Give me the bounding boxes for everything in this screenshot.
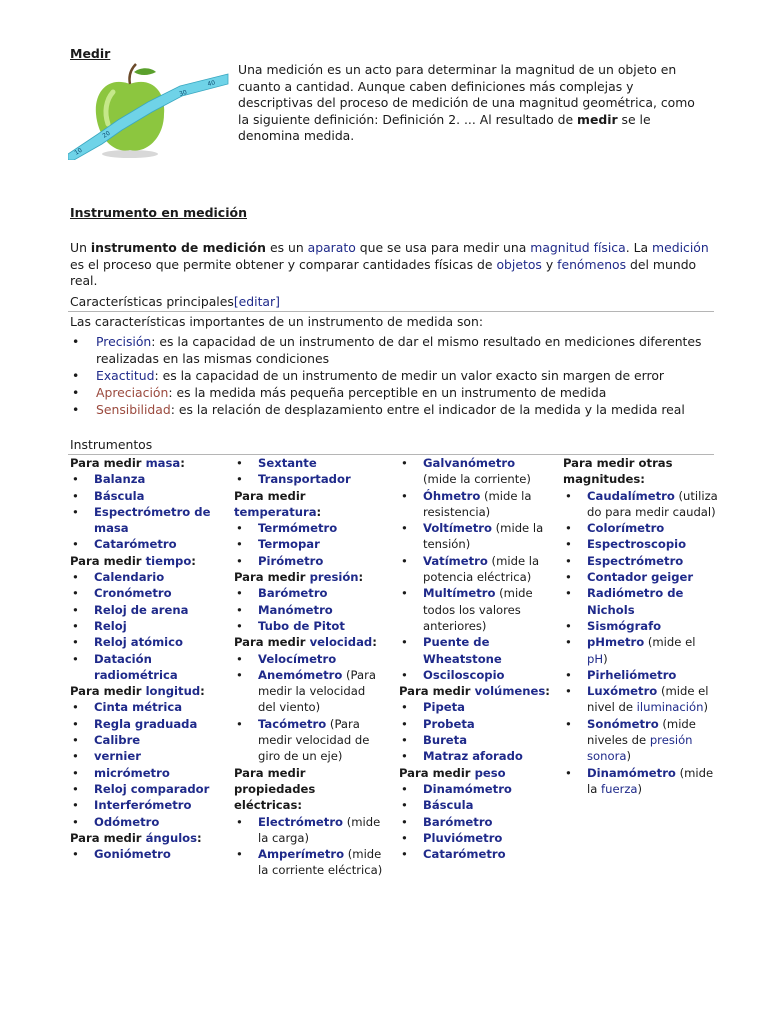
item-note: (mide la resistencia) <box>423 488 532 519</box>
note-text: (mide niveles de <box>587 716 696 748</box>
item-label: Electrómetro <box>258 814 344 829</box>
item-note: (mide la potencia eléctrica) <box>423 553 540 585</box>
caracteristicas-heading <box>70 294 280 311</box>
feature-desc: : es la medida más pequeña perceptible en un instrumento de medida <box>168 385 607 400</box>
column-4 <box>563 455 718 797</box>
column-3 <box>399 455 551 862</box>
text-rest1: es el proceso que permite obtener y comparar cantidades físicas de <box>70 256 497 272</box>
feature-desc: : es la capacidad de un instrumento de medir un valor exacto sin margen de error <box>154 368 665 383</box>
item-note: (Para medir velocidad de giro de un eje) <box>258 716 370 764</box>
link-presion[interactable]: presión <box>309 570 359 585</box>
item-label: Óhmetro <box>423 488 481 503</box>
list-item-termometro[interactable]: • Termómetro <box>234 520 386 536</box>
note-text: ) <box>626 749 631 764</box>
column-2 <box>234 455 386 879</box>
list-item-balanza[interactable]: • Balanza <box>70 471 230 487</box>
group-peso <box>399 765 551 781</box>
tape-number-30: 30 <box>178 88 188 98</box>
list-item-osciloscopio[interactable]: • Osciloscopio <box>399 667 551 683</box>
item-note: (mide la corriente) <box>423 472 531 487</box>
group-prefix: Para medir <box>234 488 306 503</box>
list-item-matraz[interactable]: • Matraz aforado <box>399 748 551 764</box>
list-item-interferometro[interactable]: • Interferómetro <box>70 797 230 813</box>
list-item-sextante[interactable]: • Sextante <box>234 455 386 471</box>
link-angulos[interactable]: ángulos <box>145 830 198 845</box>
group-suffix: : <box>200 684 205 699</box>
group-otras-magnitudes: Para medir otras magnitudes: <box>563 456 673 487</box>
item-label: Vatímetro <box>423 553 488 568</box>
edit-link[interactable]: [editar] <box>233 294 280 309</box>
link-apreciacion[interactable]: Apreciación <box>96 385 169 400</box>
list-item-calibre[interactable]: • Calibre <box>70 732 230 748</box>
medir-text-a: Una medición es un acto para determinar la magnitud de un objeto en cuanto a cantidad. Aunque caben definiciones más complejas y descriptivas del proceso de medición de una magnitud geométrica, como la siguiente definición: Definición 2. ... Al resultado de <box>238 62 695 127</box>
list-item-colorimetro[interactable]: • Colorímetro <box>563 520 718 536</box>
group-presion <box>234 569 386 585</box>
group-suffix: : <box>191 553 196 568</box>
list-item-sismografo[interactable]: • Sismógrafo <box>563 618 718 634</box>
list-item-radiometro-nichols[interactable]: • Radiómetro de Nichols <box>563 585 718 618</box>
link-medicion[interactable]: medición <box>652 240 709 255</box>
group-prefix: Para medir <box>234 635 310 650</box>
feature-item <box>70 367 720 384</box>
text-instrumento-bold: instrumento de medición <box>90 240 267 255</box>
list-item-amperimetro[interactable] <box>234 846 386 879</box>
list-item-electrometro[interactable] <box>234 814 386 847</box>
list-item-calendario[interactable]: • Calendario <box>70 569 230 585</box>
group-suffix: : <box>197 830 202 845</box>
link-sensibilidad[interactable]: Sensibilidad <box>96 402 171 417</box>
group-prefix: Para medir <box>399 684 475 699</box>
list-item-contador-geiger[interactable]: • Contador geiger <box>563 569 718 585</box>
link-ph[interactable]: pH <box>587 651 604 666</box>
section-title-medir: Medir <box>70 46 111 61</box>
list-item-manometro[interactable]: • Manómetro <box>234 602 386 618</box>
note-text: ) <box>703 700 708 715</box>
item-label: Galvanómetro <box>423 456 516 470</box>
text-rest2: del mundo real. <box>70 256 697 288</box>
list-item-cinta-metrica[interactable]: • Cinta métrica <box>70 699 230 715</box>
group-longitud <box>70 683 230 699</box>
list-item-reloj-comparador[interactable]: • Reloj comparador <box>70 781 230 797</box>
group-prefix: Para medir <box>70 684 146 699</box>
link-presion-sonora[interactable]: presión sonora <box>587 733 693 764</box>
item-label: Voltímetro <box>423 521 492 536</box>
list-item-ohmetro[interactable] <box>399 488 551 521</box>
item-note: (mide la tensión) <box>423 521 544 552</box>
feature-desc: : es la capacidad de un instrumento de dar el mismo resultado en mediciones diferentes realizadas en las mismas condiciones <box>96 334 702 366</box>
list-item-odometro[interactable]: • Odómetro <box>70 814 230 830</box>
caracteristicas-intro: Las características importantes de un instrumento de medida son: <box>70 314 484 329</box>
list-item-goniometro[interactable]: • Goniómetro <box>70 846 230 862</box>
link-aparato[interactable]: aparato <box>307 240 356 255</box>
list-item-anemometro[interactable] <box>234 667 386 716</box>
instrumentos-title: Instrumentos <box>70 437 153 452</box>
list-item-vernier[interactable]: • vernier <box>70 748 230 764</box>
instrumento-paragraph <box>70 240 720 290</box>
feature-item <box>70 401 720 418</box>
list-item-tubo-pitot[interactable]: • Tubo de Pitot <box>234 618 386 634</box>
medir-paragraph <box>238 62 708 145</box>
list-item-cronometro[interactable]: • Cronómetro <box>70 585 230 601</box>
link-temperatura[interactable]: temperatura <box>234 504 317 519</box>
group-electricas: Para medir propiedades eléctricas: <box>234 765 316 813</box>
list-item-bascula-2[interactable]: • Báscula <box>399 797 551 813</box>
link-magnitud-fisica[interactable]: magnitud física <box>530 240 626 255</box>
link-objetos[interactable]: objetos <box>496 256 542 272</box>
group-prefix: Para medir <box>70 553 146 568</box>
group-volumenes <box>399 683 551 699</box>
list-item-micrometro[interactable]: • micrómetro <box>70 765 230 781</box>
link-longitud[interactable]: longitud <box>145 684 201 699</box>
list-item-datacion[interactable]: • Datación radiométrica <box>70 651 230 684</box>
note-text: (mide el <box>644 635 696 650</box>
tape-number-10: 10 <box>73 146 84 157</box>
list-item-velocimetro[interactable]: • Velocímetro <box>234 651 386 667</box>
link-volumenes[interactable]: volúmenes <box>474 684 546 699</box>
item-note: (mide la carga) <box>258 814 381 845</box>
note-text: ) <box>637 781 643 796</box>
note-text: (mide la <box>587 765 714 796</box>
column-1 <box>70 455 230 862</box>
link-velocidad[interactable]: velocidad <box>309 635 373 650</box>
item-label: Amperímetro <box>258 847 345 862</box>
group-suffix: : <box>316 504 322 519</box>
group-suffix: : <box>358 570 364 585</box>
feature-item <box>70 333 720 367</box>
group-velocidad <box>234 634 386 650</box>
item-label: pHmetro <box>587 635 645 650</box>
group-masa <box>70 455 230 471</box>
link-iluminacion[interactable]: iluminación <box>636 700 704 715</box>
item-label: Luxómetro <box>587 684 658 699</box>
list-item-vatimetro[interactable] <box>399 553 551 586</box>
text-un: Un <box>70 240 91 255</box>
list-item-bascula[interactable]: • Báscula <box>70 488 230 504</box>
group-temperatura <box>234 488 386 521</box>
item-note: (mide todos los valores anteriores) <box>423 586 533 633</box>
note-text: ) <box>603 651 608 666</box>
group-tiempo <box>70 553 230 569</box>
list-item-dinamometro-2[interactable] <box>563 765 718 798</box>
group-suffix: : <box>545 684 550 699</box>
item-note: (Para medir la velocidad del viento) <box>258 667 376 715</box>
list-item-probeta[interactable]: • Probeta <box>399 716 551 732</box>
text-es: es un <box>266 240 308 255</box>
list-item-pipeta[interactable]: • Pipeta <box>399 699 551 715</box>
list-item-bureta[interactable]: • Bureta <box>399 732 551 748</box>
list-item-tacometro[interactable] <box>234 716 386 765</box>
item-label: Caudalímetro <box>587 488 675 503</box>
list-item-espectroscopio[interactable]: • Espectroscopio <box>563 536 718 552</box>
group-angulos <box>70 830 230 846</box>
link-exactitud[interactable]: Exactitud <box>96 368 155 383</box>
item-note: (utiliza do para medir caudal) <box>587 488 718 519</box>
link-masa[interactable]: masa <box>145 456 181 470</box>
tape-number-40: 40 <box>206 79 216 88</box>
list-item-barometro[interactable]: • Barómetro <box>234 585 386 601</box>
list-item-pirheliometro[interactable]: • Pirheliómetro <box>563 667 718 683</box>
group-prefix: Para medir <box>70 830 146 845</box>
caracteristicas-title: Características principales <box>70 294 234 309</box>
list-item-reloj-atomico[interactable]: • Reloj atómico <box>70 634 230 650</box>
group-suffix: : <box>372 635 377 650</box>
list-item-barometro-2[interactable]: • Barómetro <box>399 814 551 830</box>
list-item-puente-wheatstone[interactable]: • Puente de Wheatstone <box>399 634 551 667</box>
list-item-pirometro[interactable]: • Pirómetro <box>234 553 386 569</box>
list-item-reloj-arena[interactable]: • Reloj de arena <box>70 602 230 618</box>
divider-caracteristicas <box>68 311 714 312</box>
list-item-galvanometro[interactable] <box>399 455 551 488</box>
list-item-transportador[interactable]: • Transportador <box>234 471 386 487</box>
group-prefix: Para medir <box>399 765 475 780</box>
item-label: Multímetro <box>423 586 496 601</box>
list-item-multimetro[interactable] <box>399 585 551 634</box>
list-item-catarometro-2[interactable]: • Catarómetro <box>399 846 551 862</box>
list-item-caudalimetro[interactable] <box>563 488 718 521</box>
item-label: Tacómetro <box>258 716 327 731</box>
text-la: . La <box>625 240 653 255</box>
link-fuerza[interactable]: fuerza <box>601 781 638 796</box>
list-item-reloj[interactable]: • Reloj <box>70 618 230 634</box>
feature-item <box>70 384 720 401</box>
feature-desc: : es la relación de desplazamiento entre el indicador de la medida y la medida real <box>170 402 685 417</box>
medir-bold-word: medir <box>577 111 618 127</box>
item-label: Anemómetro <box>258 667 343 682</box>
note-text: (mide el nivel de <box>587 684 709 715</box>
item-note: (mide la corriente eléctrica) <box>258 847 383 878</box>
list-item-regla[interactable]: • Regla graduada <box>70 716 230 732</box>
group-prefix: Para medir <box>70 456 146 470</box>
list-item-sonometro[interactable] <box>563 716 718 765</box>
group-suffix: : <box>180 456 185 470</box>
link-peso[interactable]: peso <box>474 765 506 780</box>
list-item-luxometro[interactable] <box>563 683 718 716</box>
section-title-instrumento: Instrumento en medición <box>70 205 247 220</box>
link-tiempo[interactable]: tiempo <box>145 553 192 568</box>
item-label: Dinamómetro <box>587 765 676 780</box>
list-item-termopar[interactable]: • Termopar <box>234 536 386 552</box>
list-item-pluviometro[interactable]: • Pluviómetro <box>399 830 551 846</box>
tape-number-20: 20 <box>101 129 112 140</box>
text-que: que se usa para medir una <box>355 240 531 255</box>
apple-measuring-tape-image <box>68 62 230 160</box>
list-item-phmetro[interactable] <box>563 634 718 667</box>
link-precision[interactable]: Precisión <box>96 334 152 349</box>
list-item-dinamometro[interactable]: • Dinamómetro <box>399 781 551 797</box>
list-item-espectrometro-masa[interactable]: • Espectrómetro de masa <box>70 504 230 537</box>
features-list <box>70 333 720 418</box>
text-y: y <box>541 256 558 272</box>
list-item-voltimetro[interactable] <box>399 520 551 553</box>
list-item-catarometro[interactable]: • Catarómetro <box>70 536 230 552</box>
list-item-espectrometro[interactable]: • Espectrómetro <box>563 553 718 569</box>
medir-text-b: se le denomina medida. <box>238 111 651 143</box>
link-fenomenos[interactable]: fenómenos <box>557 256 627 272</box>
item-label: Sonómetro <box>587 716 659 731</box>
group-prefix: Para medir <box>234 570 310 585</box>
